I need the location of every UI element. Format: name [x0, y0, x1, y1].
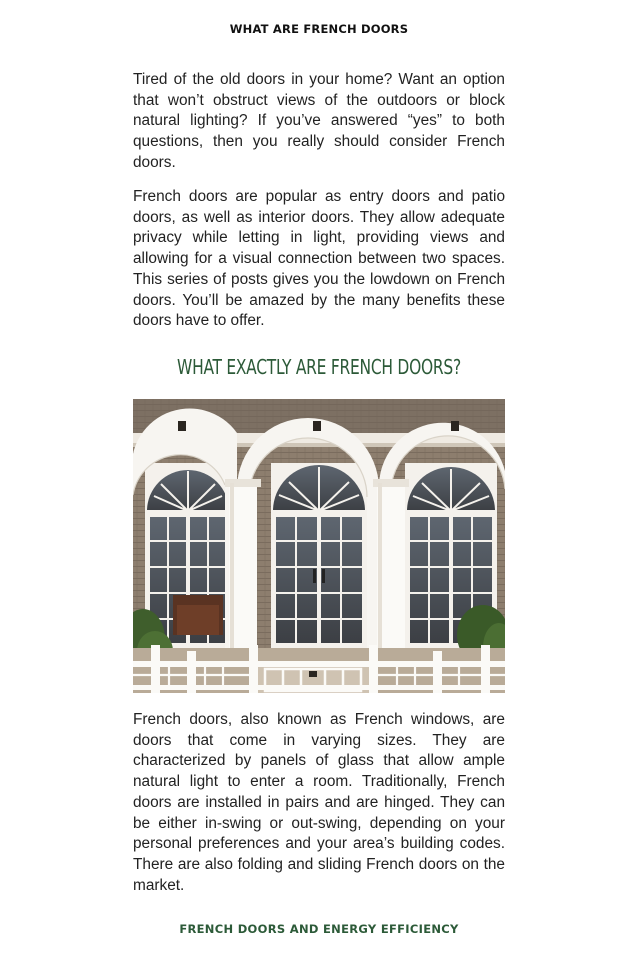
section-title: WHAT EXACTLY ARE FRENCH DOORS?: [177, 355, 461, 379]
french-doors-photo: [133, 399, 505, 693]
intro-paragraph-1: Tired of the old doors in your home? Want an option that won’t obstruct views of the outdoors or block natural lighting? If you’ve answered “yes” to both questions, then you really should consider French doors.: [133, 71, 505, 171]
page-header: WHAT ARE FRENCH DOORS: [229, 22, 409, 36]
page-footer: FRENCH DOORS AND ENERGY EFFICIENCY: [179, 922, 459, 936]
section-paragraph: French doors, also known as French windows, are doors that come in varying sizes. They are characterized by panels of glass that allow ample natural light to enter a room. Traditionally, French doors are installed in pairs and are hinged. They can be either in-swing or out-swing, depending on your personal preferences and your area’s building codes. There are also folding and sliding French doors on the market.: [133, 711, 505, 894]
intro-paragraph-2: French doors are popular as entry doors and patio doors, as well as interior doors. They allow adequate privacy while letting in light, providing views and allowing for a visual connection between two spaces. This series of posts gives you the lowdown on French doors. You’ll be amazed by the many benefits these doors have to offer.: [133, 188, 505, 330]
